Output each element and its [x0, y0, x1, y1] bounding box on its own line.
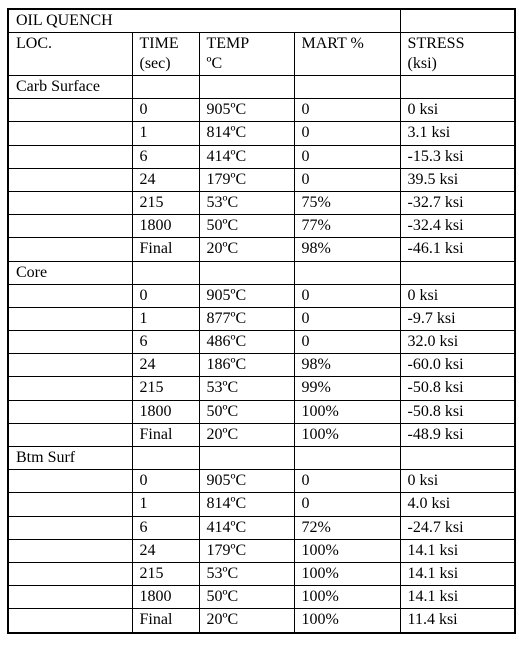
table-body — [8, 9, 515, 633]
empty-cell — [8, 470, 132, 493]
empty-cell — [400, 76, 515, 99]
table-row — [8, 539, 515, 562]
section-row — [8, 447, 515, 470]
section-row — [8, 261, 515, 284]
cell-time: 1800 — [132, 586, 199, 609]
cell-mart: 0 — [294, 284, 400, 307]
empty-cell — [132, 261, 199, 284]
section-location: Carb Surface — [8, 76, 132, 99]
cell-mart: 100% — [294, 423, 400, 446]
empty-cell — [8, 307, 132, 330]
cell-stress: -50.8 ksi — [400, 377, 515, 400]
cell-mart: 100% — [294, 609, 400, 633]
cell-stress: -9.7 ksi — [400, 307, 515, 330]
cell-time: 24 — [132, 354, 199, 377]
empty-cell — [132, 447, 199, 470]
cell-time: 0 — [132, 284, 199, 307]
header-time-unit: (sec) — [139, 55, 171, 72]
empty-cell — [8, 122, 132, 145]
empty-cell — [8, 539, 132, 562]
cell-temp: 486ºC — [199, 331, 294, 354]
cell-time: 6 — [132, 331, 199, 354]
empty-cell — [400, 261, 515, 284]
cell-stress: 0 ksi — [400, 99, 515, 122]
table-row — [8, 331, 515, 354]
cell-mart: 77% — [294, 215, 400, 238]
header-mart-label: MART % — [301, 35, 364, 52]
cell-time: Final — [132, 238, 199, 261]
cell-temp: 179ºC — [199, 539, 294, 562]
empty-cell — [199, 447, 294, 470]
cell-stress: 14.1 ksi — [400, 562, 515, 585]
cell-temp: 50ºC — [199, 215, 294, 238]
cell-temp: 50ºC — [199, 400, 294, 423]
cell-temp: 814ºC — [199, 493, 294, 516]
header-loc-label: LOC. — [16, 35, 52, 52]
cell-temp: 905ºC — [199, 99, 294, 122]
header-stress-unit: (ksi) — [407, 55, 437, 72]
cell-stress: -32.4 ksi — [400, 215, 515, 238]
empty-cell — [8, 215, 132, 238]
empty-cell — [8, 331, 132, 354]
cell-stress: 14.1 ksi — [400, 586, 515, 609]
header-temp-unit: ºC — [206, 55, 223, 72]
oil-quench-table — [7, 8, 516, 634]
empty-cell — [400, 9, 515, 33]
table-row — [8, 400, 515, 423]
cell-time: 0 — [132, 99, 199, 122]
cell-temp: 814ºC — [199, 122, 294, 145]
cell-mart: 0 — [294, 493, 400, 516]
empty-cell — [8, 400, 132, 423]
cell-stress: -50.8 ksi — [400, 400, 515, 423]
cell-mart: 0 — [294, 122, 400, 145]
cell-time: 6 — [132, 145, 199, 168]
cell-time: Final — [132, 423, 199, 446]
header-temp-label: TEMP — [206, 35, 250, 52]
cell-mart: 98% — [294, 354, 400, 377]
empty-cell — [8, 586, 132, 609]
cell-temp: 53ºC — [199, 562, 294, 585]
cell-time: 1800 — [132, 215, 199, 238]
cell-stress: -24.7 ksi — [400, 516, 515, 539]
cell-temp: 905ºC — [199, 284, 294, 307]
table-row — [8, 586, 515, 609]
cell-time: 1 — [132, 122, 199, 145]
cell-mart: 99% — [294, 377, 400, 400]
header-mart — [294, 33, 400, 76]
cell-time: 24 — [132, 168, 199, 191]
table-row — [8, 122, 515, 145]
section-row — [8, 76, 515, 99]
cell-temp: 186ºC — [199, 354, 294, 377]
cell-stress: 3.1 ksi — [400, 122, 515, 145]
table-row — [8, 238, 515, 261]
cell-stress: -32.7 ksi — [400, 191, 515, 214]
cell-time: 1 — [132, 493, 199, 516]
empty-cell — [199, 261, 294, 284]
cell-time: Final — [132, 609, 199, 633]
cell-temp: 414ºC — [199, 516, 294, 539]
cell-stress: -15.3 ksi — [400, 145, 515, 168]
cell-stress: -60.0 ksi — [400, 354, 515, 377]
cell-stress: 14.1 ksi — [400, 539, 515, 562]
empty-cell — [8, 99, 132, 122]
cell-temp: 53ºC — [199, 377, 294, 400]
cell-time: 24 — [132, 539, 199, 562]
cell-temp: 20ºC — [199, 238, 294, 261]
empty-cell — [8, 423, 132, 446]
empty-cell — [8, 168, 132, 191]
empty-cell — [294, 447, 400, 470]
table-row — [8, 377, 515, 400]
table-row — [8, 470, 515, 493]
cell-mart: 98% — [294, 238, 400, 261]
cell-stress: 32.0 ksi — [400, 331, 515, 354]
cell-stress: 0 ksi — [400, 470, 515, 493]
empty-cell — [8, 377, 132, 400]
cell-temp: 414ºC — [199, 145, 294, 168]
cell-temp: 53ºC — [199, 191, 294, 214]
cell-mart: 100% — [294, 562, 400, 585]
cell-mart: 100% — [294, 586, 400, 609]
cell-temp: 179ºC — [199, 168, 294, 191]
cell-stress: 4.0 ksi — [400, 493, 515, 516]
cell-stress: 0 ksi — [400, 284, 515, 307]
empty-cell — [294, 261, 400, 284]
cell-mart: 0 — [294, 307, 400, 330]
empty-cell — [8, 609, 132, 633]
table-row — [8, 191, 515, 214]
table-row — [8, 99, 515, 122]
header-time — [132, 33, 199, 76]
cell-time: 215 — [132, 191, 199, 214]
cell-mart: 0 — [294, 168, 400, 191]
empty-cell — [8, 145, 132, 168]
cell-mart: 0 — [294, 145, 400, 168]
table-row — [8, 423, 515, 446]
section-location: Btm Surf — [8, 447, 132, 470]
cell-time: 6 — [132, 516, 199, 539]
cell-time: 1 — [132, 307, 199, 330]
header-stress — [400, 33, 515, 76]
table-header-row — [8, 33, 515, 76]
empty-cell — [8, 284, 132, 307]
empty-cell — [199, 76, 294, 99]
cell-mart: 0 — [294, 99, 400, 122]
cell-temp: 50ºC — [199, 586, 294, 609]
table-row — [8, 562, 515, 585]
table-row — [8, 145, 515, 168]
cell-stress: -46.1 ksi — [400, 238, 515, 261]
cell-mart: 72% — [294, 516, 400, 539]
table-title-row — [8, 9, 515, 33]
table-row — [8, 284, 515, 307]
table-row — [8, 609, 515, 633]
empty-cell — [8, 238, 132, 261]
cell-mart: 0 — [294, 470, 400, 493]
cell-stress: 39.5 ksi — [400, 168, 515, 191]
table-row — [8, 168, 515, 191]
cell-temp: 905ºC — [199, 470, 294, 493]
table-title: OIL QUENCH — [8, 9, 400, 33]
empty-cell — [8, 191, 132, 214]
table-row — [8, 215, 515, 238]
table-row — [8, 307, 515, 330]
empty-cell — [294, 76, 400, 99]
cell-mart: 75% — [294, 191, 400, 214]
empty-cell — [400, 447, 515, 470]
header-temp — [199, 33, 294, 76]
cell-time: 0 — [132, 470, 199, 493]
section-location: Core — [8, 261, 132, 284]
cell-temp: 877ºC — [199, 307, 294, 330]
header-loc — [8, 33, 132, 76]
header-stress-label: STRESS — [407, 35, 465, 52]
cell-time: 215 — [132, 562, 199, 585]
cell-time: 215 — [132, 377, 199, 400]
cell-mart: 100% — [294, 400, 400, 423]
cell-stress: -48.9 ksi — [400, 423, 515, 446]
empty-cell — [8, 493, 132, 516]
cell-stress: 11.4 ksi — [400, 609, 515, 633]
cell-mart: 100% — [294, 539, 400, 562]
cell-temp: 20ºC — [199, 423, 294, 446]
header-time-label: TIME — [139, 35, 179, 52]
table-row — [8, 493, 515, 516]
cell-temp: 20ºC — [199, 609, 294, 633]
cell-mart: 0 — [294, 331, 400, 354]
table-row — [8, 516, 515, 539]
empty-cell — [132, 76, 199, 99]
cell-time: 1800 — [132, 400, 199, 423]
table-row — [8, 354, 515, 377]
empty-cell — [8, 354, 132, 377]
empty-cell — [8, 562, 132, 585]
empty-cell — [8, 516, 132, 539]
